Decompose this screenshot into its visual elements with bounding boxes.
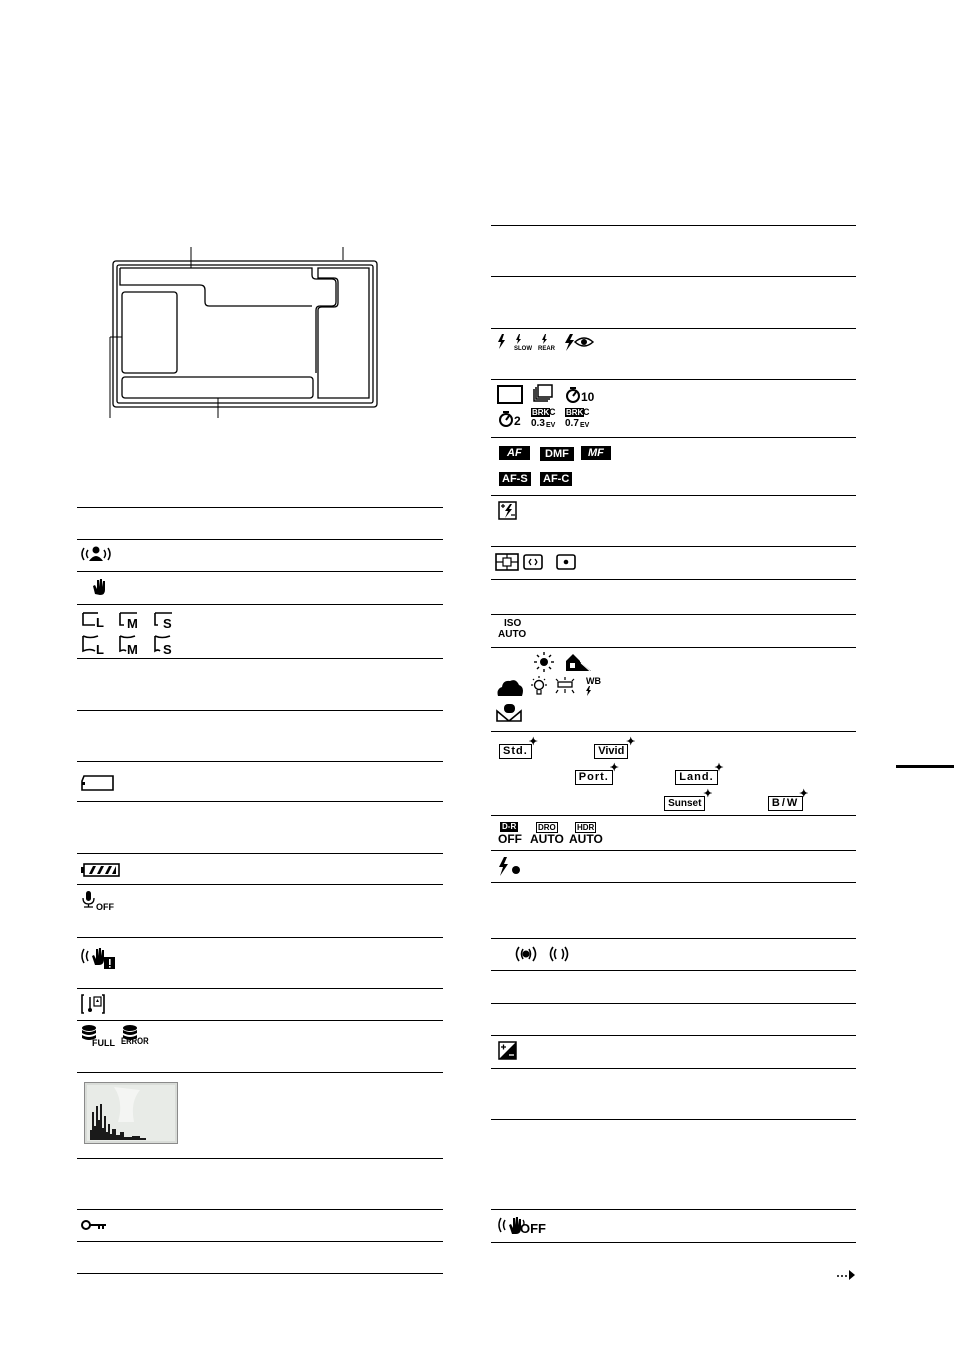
bracket-ev-label-2: EV (580, 422, 590, 429)
left-rule (77, 1072, 443, 1073)
left-rule (77, 539, 443, 540)
right-rule (491, 1035, 856, 1036)
left-rule (77, 604, 443, 605)
flash-slow-label: SLOW (514, 346, 532, 352)
sweep-direction-icon (80, 993, 110, 1015)
left-rule (77, 1273, 443, 1274)
iso-auto-label: AUTO (498, 629, 527, 640)
right-rule (491, 546, 856, 547)
bw-label: B/W (771, 797, 800, 809)
right-rule (491, 1209, 856, 1210)
bracket-label-2: BRK (566, 408, 584, 417)
right-rule (491, 276, 856, 277)
focus-mf-badge: MF (581, 446, 611, 460)
bracket-c-label: C (549, 407, 556, 417)
right-rule (491, 1068, 856, 1069)
bracket-label: BRK (532, 408, 550, 417)
dr-off-label: OFF (498, 832, 522, 846)
pano-m-label: M (127, 642, 138, 656)
pano-s-label: S (163, 642, 172, 656)
face-detection-icon (80, 544, 112, 564)
database-full-label: FULL (92, 1038, 115, 1048)
right-rule (491, 882, 856, 883)
sparkle-icon: ✦ (799, 788, 811, 800)
sunset-label: Sunset (668, 798, 702, 809)
right-rule (491, 1119, 856, 1120)
focus-af-badge: AF (499, 446, 530, 460)
right-rule (491, 1003, 856, 1004)
right-rule (491, 579, 856, 580)
land-label: Land. (679, 771, 714, 783)
right-rule (491, 1242, 856, 1243)
left-rule (77, 884, 443, 885)
left-rule (77, 801, 443, 802)
left-rule (77, 710, 443, 711)
left-rule (77, 988, 443, 989)
left-rule (77, 937, 443, 938)
mic-off-label: OFF (96, 902, 114, 912)
dr-label: D-R (502, 822, 517, 831)
right-rule (491, 970, 856, 971)
right-rule (491, 614, 856, 615)
left-rule (77, 658, 443, 659)
database-error-label: ERROR (121, 1036, 149, 1046)
left-rule (77, 1020, 443, 1021)
focus-afc-badge: AF-C (540, 472, 572, 486)
camera-shake-warning-icon (80, 945, 118, 971)
creative-style-port (575, 762, 620, 785)
bracket-07-label: 0.7 (565, 418, 579, 429)
hdr-auto-label: AUTO (569, 832, 603, 846)
left-rule (77, 571, 443, 572)
left-rule (77, 1158, 443, 1159)
bracket-c-label-2: C (583, 407, 590, 417)
right-rule (491, 225, 856, 226)
left-rule (77, 853, 443, 854)
memory-card-icon (80, 774, 116, 792)
left-rule (77, 1209, 443, 1210)
port-label: Port. (578, 771, 609, 783)
bracket-ev-label: EV (546, 422, 556, 429)
flash-charging-icon (497, 856, 527, 878)
flash-compensation-icon (498, 501, 518, 521)
self-timer-2-label: 2 (514, 414, 521, 428)
sparkle-icon: ✦ (703, 788, 713, 800)
right-rule (491, 850, 856, 851)
right-rule (491, 379, 856, 380)
dro-label: DRO (538, 823, 556, 832)
focus-dmf-badge: DMF (540, 447, 574, 461)
creative-style-bw (768, 788, 811, 811)
focus-afs-badge: AF-S (499, 472, 531, 486)
white-balance-icons (495, 651, 610, 727)
size-l-label: L (96, 615, 104, 630)
right-rule (491, 495, 856, 496)
left-rule (77, 507, 443, 508)
size-s-label: S (163, 616, 172, 631)
right-rule (491, 731, 856, 732)
flash-modes-icons (496, 333, 606, 357)
image-size-icons (80, 610, 190, 656)
sparkle-icon: ✦ (528, 736, 539, 748)
right-rule (491, 437, 856, 438)
metering-mode-icons (495, 553, 585, 573)
steadyshot-off-label: OFF (520, 1221, 546, 1236)
std-label: Std. (503, 745, 528, 757)
battery-icon (80, 862, 122, 878)
exposure-compensation-icon (498, 1041, 518, 1061)
sparkle-icon: ✦ (609, 762, 620, 774)
right-rule (491, 815, 856, 816)
flash-rear-label: REAR (538, 346, 556, 352)
left-rule (77, 761, 443, 762)
creative-style-vivid (594, 736, 636, 759)
af-illuminator-icons (514, 944, 574, 964)
right-rule (491, 938, 856, 939)
right-rule (491, 328, 856, 329)
sparkle-icon: ✦ (626, 736, 636, 748)
iso-label: ISO (504, 618, 522, 629)
bracket-03-label: 0.3 (531, 418, 545, 429)
dro-auto-label: AUTO (530, 832, 564, 846)
left-rule (77, 1241, 443, 1242)
protect-key-icon (80, 1218, 110, 1232)
continue-arrow-icon[interactable] (836, 1268, 856, 1282)
vivid-label: Vivid (598, 745, 625, 757)
section-tab-marker (896, 765, 954, 768)
creative-style-land (675, 762, 725, 785)
histogram-thumbnail (84, 1082, 178, 1144)
right-rule (491, 647, 856, 648)
handheld-twilight-icon (80, 577, 110, 597)
creative-style-std (499, 736, 539, 759)
creative-style-sunset (664, 788, 713, 811)
sparkle-icon: ✦ (714, 762, 725, 774)
wb-label: WB (586, 676, 601, 686)
pano-l-label: L (96, 642, 104, 656)
self-timer-10-label: 10 (581, 390, 595, 404)
hdr-label: HDR (577, 823, 595, 832)
size-m-label: M (127, 616, 138, 631)
